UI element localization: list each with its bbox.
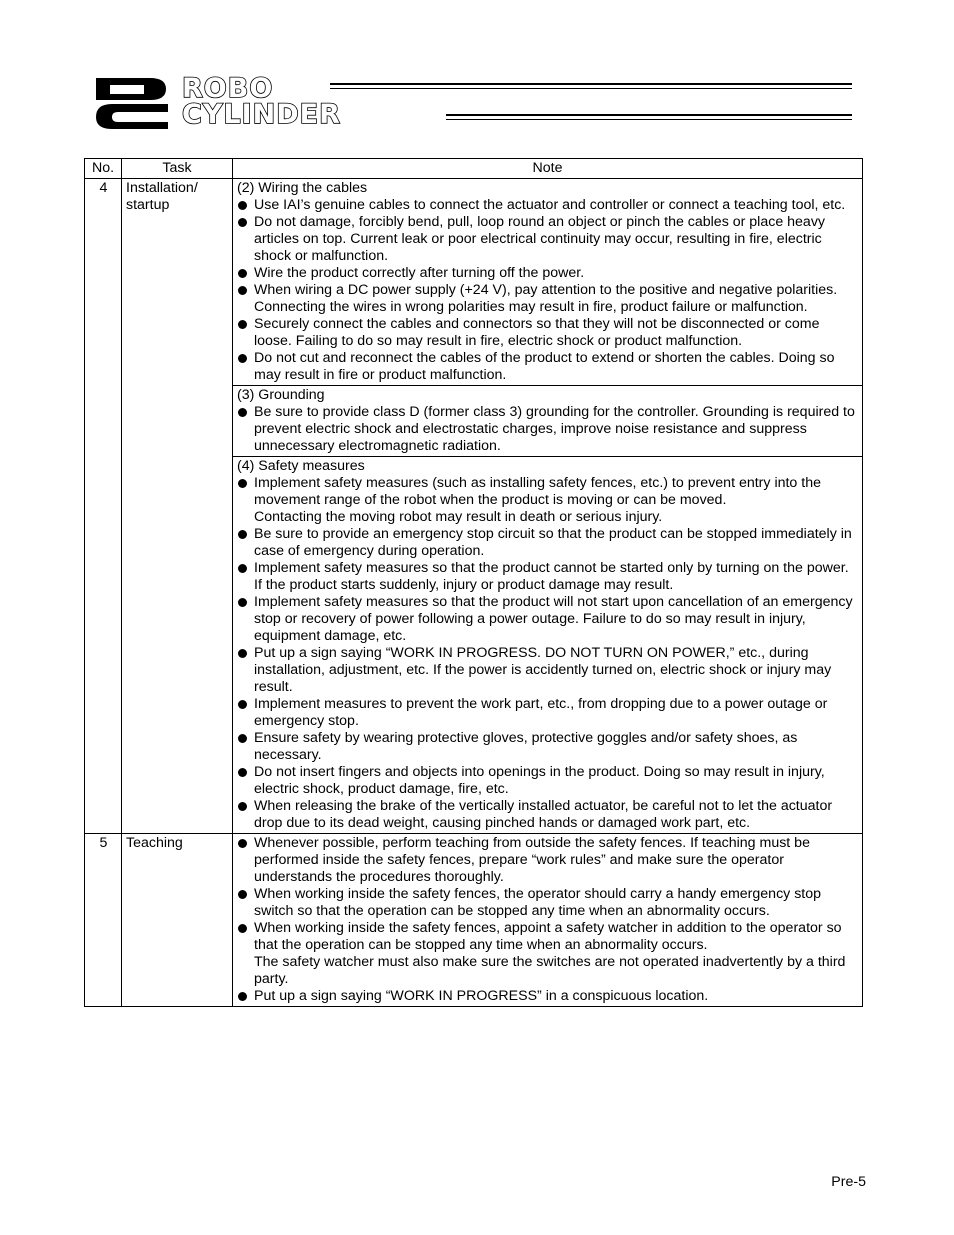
rc-logo-mark-icon xyxy=(92,76,172,130)
list-item-continuation: Contacting the moving robot may result in death or serious injury. xyxy=(254,509,663,525)
list-item: Wire the product correctly after turning off the power. xyxy=(237,265,859,282)
list-item: Securely connect the cables and connectors so that they will not be disconnected or come loose. Failing to do so may result in fire, electric shock or product malfunction. xyxy=(237,316,859,350)
list-item: Use IAI’s genuine cables to connect the actuator and controller or connect a teaching tool, etc. xyxy=(237,197,859,214)
table-header-row xyxy=(85,159,863,179)
list-item: Implement measures to prevent the work part, etc., from dropping due to a power outage or emergency stop. xyxy=(237,696,859,730)
header-rule-top xyxy=(330,83,852,89)
note-section-wiring xyxy=(233,179,863,386)
list-item-text: When working inside the safety fences, appoint a safety watcher in addition to the operator so that the operation can be stopped any time when an abnormality occurs. xyxy=(254,920,842,953)
row-task: Teaching xyxy=(122,834,233,1007)
note-section-grounding xyxy=(233,386,863,457)
list-item: Do not insert fingers and objects into openings in the product. Doing so may result in injury, electric shock, product damage, fire, etc. xyxy=(237,764,859,798)
list-item: Whenever possible, perform teaching from outside the safety fences. If teaching must be performed inside the safety fences, prepare “work rules” and make sure the operator understands the procedures thoroughly. xyxy=(237,835,859,886)
list-item: Put up a sign saying “WORK IN PROGRESS. DO NOT TURN ON POWER,” etc., during installation, adjustment, etc. If the power is accidently turned on, electric shock or injury may result. xyxy=(237,645,859,696)
list-item xyxy=(237,475,859,526)
list-item-text: Implement safety measures (such as installing safety fences, etc.) to prevent entry into the movement range of the robot when the product is moving or can be moved. xyxy=(254,475,821,508)
list-item: Be sure to provide an emergency stop circuit so that the product can be stopped immediately in case of emergency during operation. xyxy=(237,526,859,560)
list-item: Ensure safety by wearing protective gloves, protective goggles and/or safety shoes, as necessary. xyxy=(237,730,859,764)
header-rule-bottom xyxy=(446,114,852,120)
note-section-teaching xyxy=(233,834,863,1007)
list-item: When releasing the brake of the vertically installed actuator, be careful not to let the actuator drop due to its dead weight, causing pinched hands or damaged work part, etc. xyxy=(237,798,859,832)
column-header-no: No. xyxy=(85,159,122,179)
note-section-safety-measures xyxy=(233,457,863,834)
list-item xyxy=(237,920,859,988)
list-item: Put up a sign saying “WORK IN PROGRESS” in a conspicuous location. xyxy=(237,988,859,1005)
bullet-list xyxy=(237,197,859,384)
section-heading: (2) Wiring the cables xyxy=(237,180,368,196)
list-item-continuation: Connecting the wires in wrong polarities may result in fire, product failure or malfunction. xyxy=(254,299,808,315)
row-number: 5 xyxy=(85,834,122,1007)
list-item: Do not cut and reconnect the cables of the product to extend or shorten the cables. Doing so may result in fire or product malfunction. xyxy=(237,350,859,384)
logo-text-robo: ROBO xyxy=(182,73,274,104)
bullet-list xyxy=(237,475,859,832)
list-item-text: When wiring a DC power supply (+24 V), pay attention to the positive and negative polarities. xyxy=(254,282,838,298)
column-header-task: Task xyxy=(122,159,233,179)
page-number: Pre-5 xyxy=(831,1174,866,1190)
bullet-list xyxy=(237,404,859,455)
table-row xyxy=(85,179,863,386)
row-number: 4 xyxy=(85,179,122,834)
list-item xyxy=(237,282,859,316)
list-item: When working inside the safety fences, the operator should carry a handy emergency stop switch so that the operation can be stopped any time when an abnormality occurs. xyxy=(237,886,859,920)
row-task: Installation/ startup xyxy=(122,179,233,834)
bullet-list xyxy=(237,835,859,1005)
list-item-continuation: The safety watcher must also make sure the switches are not operated inadvertently by a third party. xyxy=(254,954,846,987)
logo-text-cylinder: CYLINDER xyxy=(182,99,341,130)
table-row xyxy=(85,834,863,1007)
section-heading: (3) Grounding xyxy=(237,387,325,403)
list-item: Implement safety measures so that the product will not start upon cancellation of an emergency stop or recovery of power following a power outage. Failure to do so may result in injury, equipment damage, etc. xyxy=(237,594,859,645)
list-item: Be sure to provide class D (former class 3) grounding for the controller. Grounding is required to prevent electric shock and electrostatic charges, improve noise resistance and suppress unnecessary electromagnetic radiation. xyxy=(237,404,859,455)
column-header-note: Note xyxy=(233,159,863,179)
section-heading: (4) Safety measures xyxy=(237,458,365,474)
list-item: Implement safety measures so that the product cannot be started only by turning on the power. If the product starts suddenly, injury or product damage may result. xyxy=(237,560,859,594)
safety-notes-table xyxy=(84,158,863,1007)
list-item: Do not damage, forcibly bend, pull, loop round an object or pinch the cables or place heavy articles on top. Current leak or poor electrical continuity may occur, resulting in fire, electric shock or malfunction. xyxy=(237,214,859,265)
